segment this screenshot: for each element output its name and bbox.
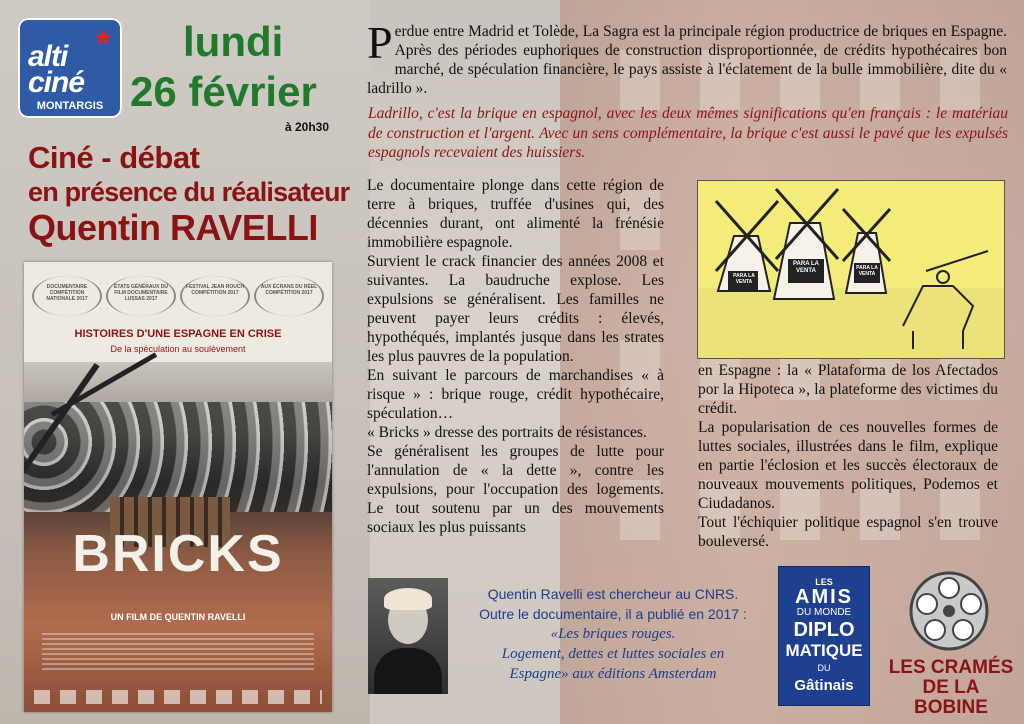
windmill-cartoon [697,180,1005,359]
logo-word-cine: ciné [28,66,85,99]
alticine-logo [18,18,122,118]
diplo-line: LES [815,577,833,587]
diplo-line: DIPLO [793,619,855,641]
poster-heading: HISTOIRES D'UNE ESPAGNE EN CRISE [74,328,282,340]
director-name: Quentin RAVELLI [28,207,318,248]
ladrillo-quote: Ladrillo, c'est la brique en espagnol, avec les deux mêmes significations qu'en français : le matériau de construction et l'argent. Avec un sens complémentaire, la brique c'est aussi le pavé que les expulsés espagnols recevaient des huissiers. [368,105,1008,161]
film-reel-icon [908,570,990,652]
laurel-award: AUX ÉCRANS DU RÉEL COMPÉTITION 2017 [254,276,324,316]
paragraph: Survient le crack financier des années 2008 et suivantes. La baudruche explose. Les expulsions se généralisent. Les familles ne peuvent payer leurs crédits : élevés, hypothéqués, implantés jusque dans les strates les plus pauvres de la population. [367,253,664,365]
paragraph: En suivant le parcours de marchandises « à risque » : brique rouge, crédit hypothécaire, spéculation… [367,367,664,422]
poster-sponsors [34,690,322,704]
paragraph: Tout l'échiquier politique espagnol s'en trouve bouleversé. [698,514,998,550]
paragraph: en Espagne : la « Plataforma de los Afectados por la Hipoteca », la plateforme des victimes du crédit. [698,362,998,417]
author-line-4: Logement, dettes et luttes sociales en [501,646,725,662]
diplo-line: DU [817,663,831,673]
amis-diplo-logo [778,566,870,706]
poster-crowd [24,402,332,512]
windmill-illustration [698,181,1004,358]
poster-title: BRICKS [72,525,284,583]
cartoon-sign-1: PARA LA VENTA [733,273,755,285]
cartoon-sign-3: PARA LA VENTA [856,265,878,277]
cremes-bobine-logo [886,566,1016,718]
logo-word-alti: alti [28,40,68,73]
debat-line-2: en présence du réalisateur [28,177,350,207]
laurel-award: DOCUMENTAIRE COMPÉTITION NATIONALE 2017 [32,276,102,316]
paragraph: « Bricks » dresse des portraits de résistances. [367,424,647,441]
paragraph: Se généralisent les groupes de lutte pour l'annulation de « la dette », contre les expulsions, pour l'occupation des logements. Le tout soutenu par un des mouvements sociaux les plus puissants [367,443,664,536]
diplo-line: Gâtinais [794,677,854,694]
star-icon [94,28,112,46]
poster-credits [42,630,314,670]
text-column-left [367,176,664,537]
diplo-line: AMIS [795,586,853,608]
poster-subheading: De la spéculation au soulèvement [110,344,246,354]
bobine-line-1: LES CRAMÉS [888,657,1014,678]
poster-laurels [30,276,326,316]
event-time: à 20h30 [285,120,330,134]
laurel-award: ÉTATS GÉNÉRAUX DU FILM DOCUMENTAIRE LUSSAS 2017 [106,276,176,316]
diplo-line: MATIQUE [785,641,863,660]
poster-byline: UN FILM DE QUENTIN RAVELLI [110,612,246,622]
cartoon-sign-2: PARA LA VENTA [793,261,819,274]
text-column-right [698,361,998,551]
drop-cap: P [367,17,393,68]
laurel-award: FESTIVAL JEAN ROUCH COMPÉTITION 2017 [180,276,250,316]
paragraph: La popularisation de ces nouvelles formes de luttes sociales, illustrées dans le film, explique en partie l'éclosion et les succès électoraux de nouveaux mouvements politiques, Podemos et Ciudadanos. [698,419,998,512]
author-line-3: «Les briques rouges. [550,626,676,642]
author-photo [368,578,448,694]
bobine-line-2: DE LA BOBINE [914,677,988,718]
diplo-line: DU MONDE [796,607,852,618]
author-line-1: Quentin Ravelli est chercheur au CNRS. [487,586,739,602]
author-line-5: Espagne» aux éditions Amsterdam [509,666,717,682]
intro-paragraph [367,17,1007,98]
event-date: 26 février [130,68,317,115]
event-day: lundi [183,18,284,65]
intro-text: erdue entre Madrid et Tolède, La Sagra est la principale région productrice de briques en Espagne. Après des périodes euphoriques de construction disproportionnée, de crédits hypothécaires bon marché, de spéculation financière, le pays assiste à l'éclatement de la bulle immobilière, dite du « ladrillo ». [367,23,1007,97]
logo-city: MONTARGIS [36,100,104,112]
debat-heading [28,140,348,248]
author-bio [458,584,768,684]
author-line-2: Outre le documentaire, il a publié en 2017 : [479,606,747,622]
film-poster [24,262,332,712]
debat-line-1: Ciné - débat [28,140,200,175]
paragraph: Le documentaire plonge dans cette région de terre à briques, truffée d'usines qui, des décennies durant, ont alimenté la frénésie immobilière espagnole. [367,177,664,251]
